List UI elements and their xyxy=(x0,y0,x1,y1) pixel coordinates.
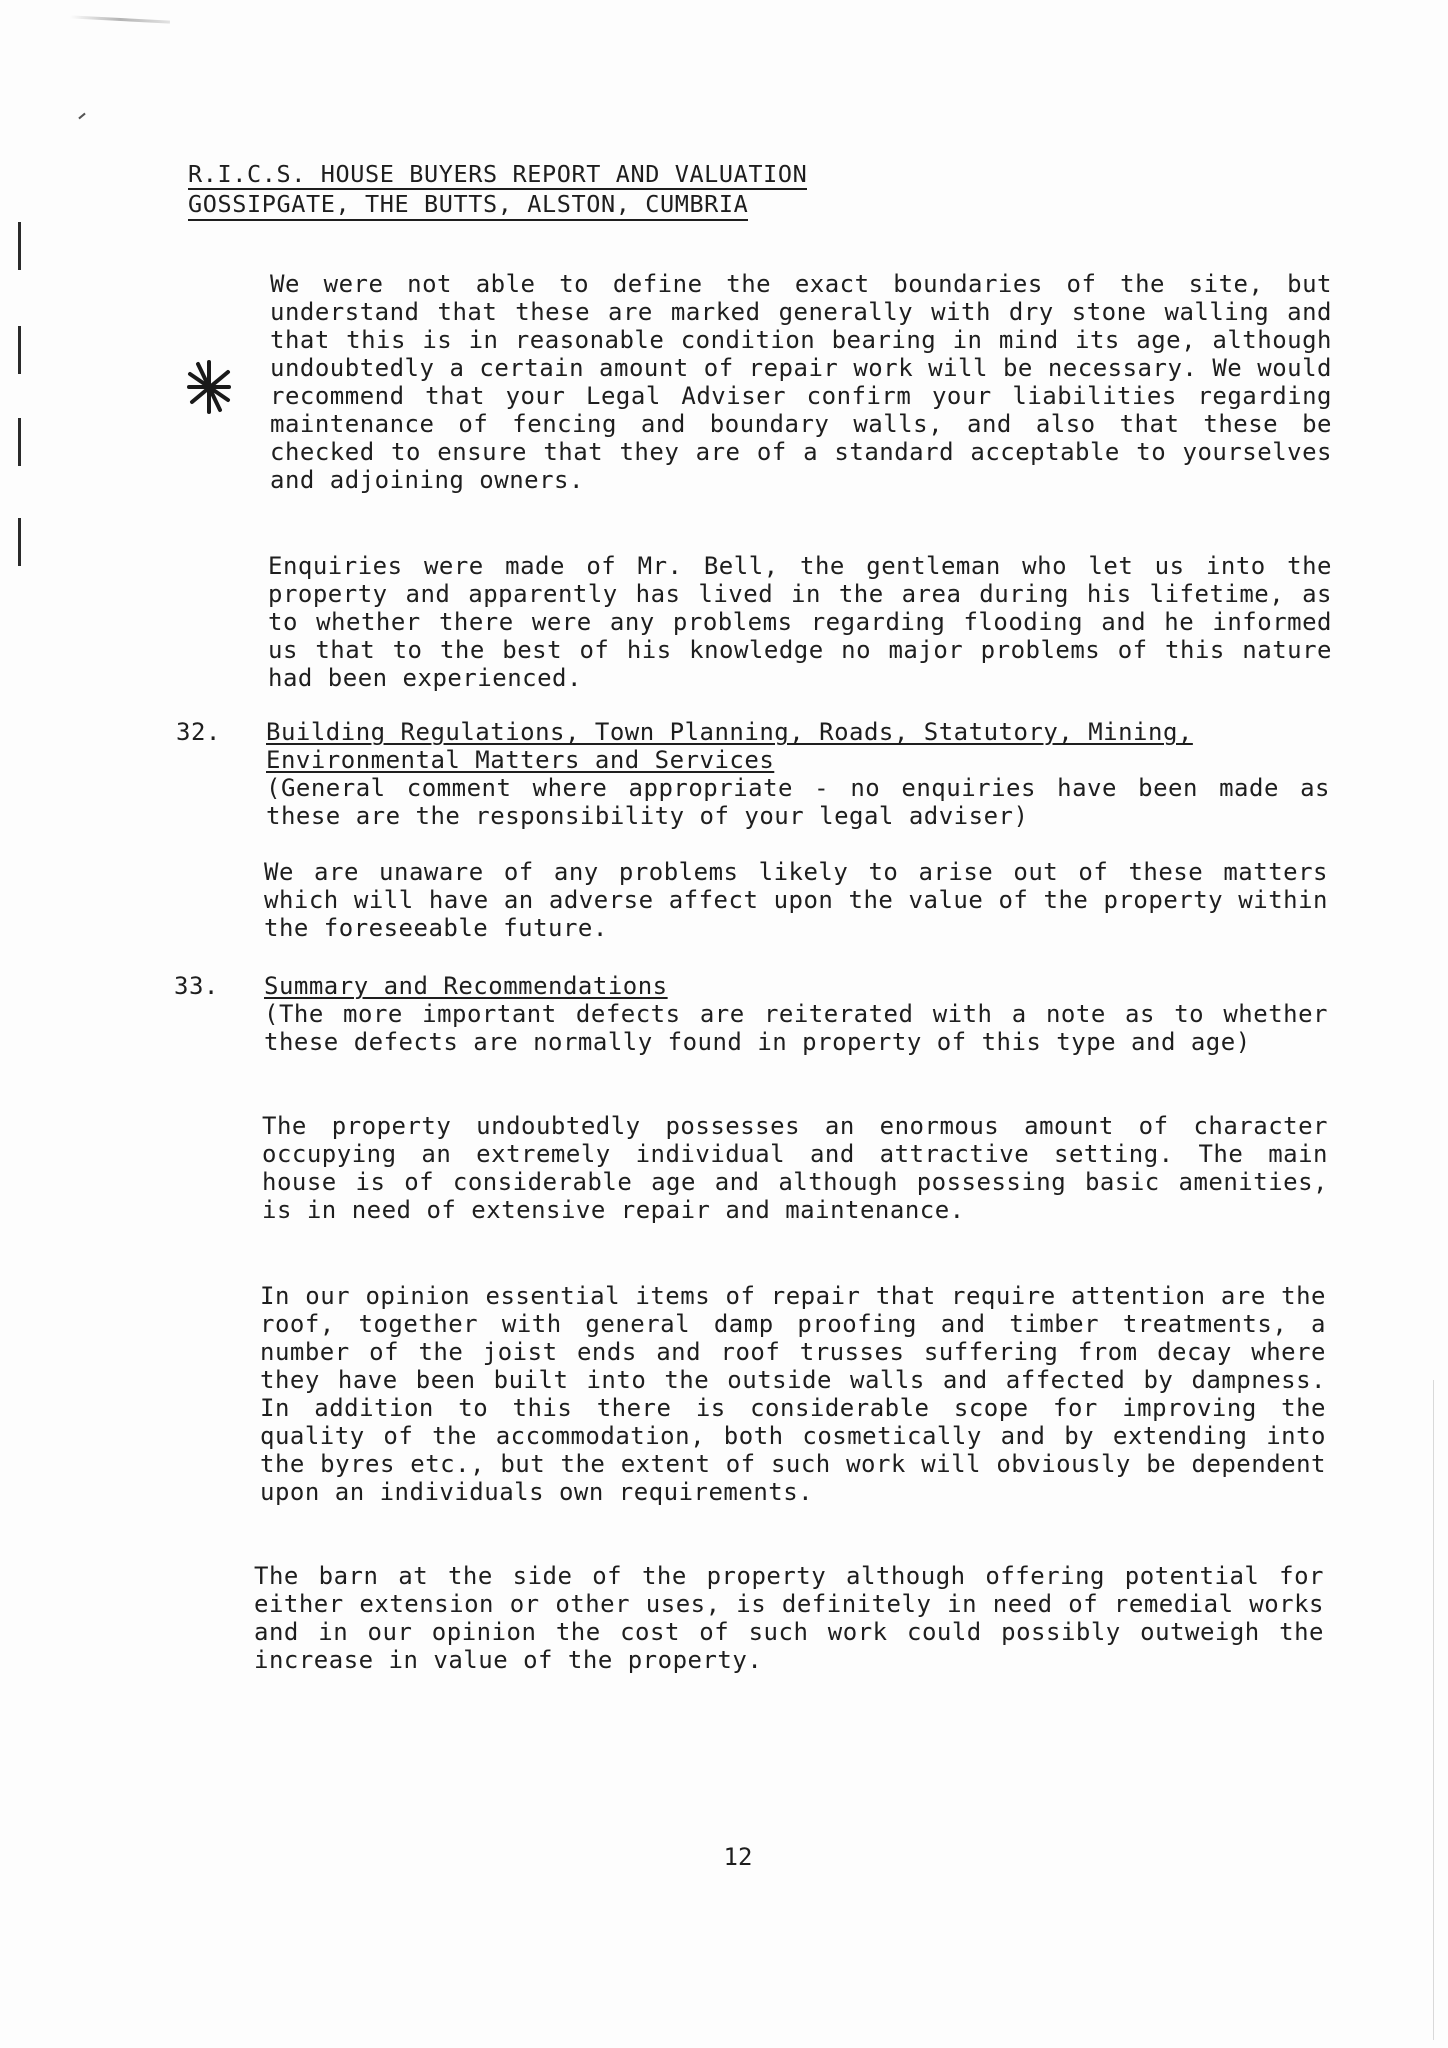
asterisk-icon xyxy=(186,358,232,416)
section-number: 33. xyxy=(174,972,219,1000)
repairs-paragraph: In our opinion essential items of repair that require attention are the roof, together with general damp proofing and timber treatments, a number of the joist ends and roof trusses suffering from decay where they have been built into the outside walls and affected by dampness. In addition to this there is considerable scope for improving the quality of the accommodation, both cosmetically and by extending into the byres etc., but the extent of such work will obviously be dependent upon an individuals own requirements. xyxy=(260,1282,1326,1506)
property-address: GOSSIPGATE, THE BUTTS, ALSTON, CUMBRIA xyxy=(188,190,748,221)
margin-bar xyxy=(18,326,21,374)
section-title-line: Summary and Recommendations xyxy=(264,972,668,1000)
section-note: (The more important defects are reiterated with a note as to whether these defects are normally found in property of this type and age) xyxy=(264,1000,1328,1056)
margin-bar xyxy=(18,222,21,270)
scan-artifact-tick xyxy=(78,113,85,120)
margin-bar xyxy=(18,418,21,466)
section-title xyxy=(266,718,1332,774)
section-body: We are unaware of any problems likely to arise out of these matters which will have an adverse affect upon the value of the property within the foreseeable future. xyxy=(264,858,1328,942)
section-title xyxy=(264,972,1330,1000)
scan-artifact-top xyxy=(70,15,170,23)
section-title-line: Environmental Matters and Services xyxy=(266,746,775,774)
margin-bar xyxy=(18,518,21,566)
report-header xyxy=(188,160,928,221)
scan-artifact-edge xyxy=(1433,1380,1434,2040)
summary-paragraph: The property undoubtedly possesses an enormous amount of character occupying an extremely individual and attractive setting. The main house is of considerable age and although possessing basic amenities, is in need of extensive repair and maintenance. xyxy=(262,1112,1328,1224)
flooding-paragraph: Enquiries were made of Mr. Bell, the gentleman who let us into the property and apparently has lived in the area during his lifetime, as to whether there were any problems regarding flooding and he informed us that to the best of his knowledge no major problems of this nature had been experienced. xyxy=(268,552,1332,692)
section-number: 32. xyxy=(176,718,221,746)
section-note: (General comment where appropriate - no enquiries have been made as these are the responsibility of your legal adviser) xyxy=(266,774,1330,830)
barn-paragraph: The barn at the side of the property although offering potential for either extension or other uses, is definitely in need of remedial works and in our opinion the cost of such work could possibly outweigh the increase in value of the property. xyxy=(254,1562,1324,1674)
report-title: R.I.C.S. HOUSE BUYERS REPORT AND VALUATION xyxy=(188,160,808,188)
section-title-line: Building Regulations, Town Planning, Roads, Statutory, Mining, xyxy=(266,718,1193,746)
boundaries-paragraph: We were not able to define the exact boundaries of the site, but understand that these are marked generally with dry stone walling and that this is in reasonable condition bearing in mind its age, although undoubtedly a certain amount of repair work will be necessary. We would recommend that your Legal Adviser confirm your liabilities regarding maintenance of fencing and boundary walls, and also that these be checked to ensure that they are of a standard acceptable to yourselves and adjoining owners. xyxy=(270,270,1332,494)
page-number: 12 xyxy=(723,1843,753,1871)
